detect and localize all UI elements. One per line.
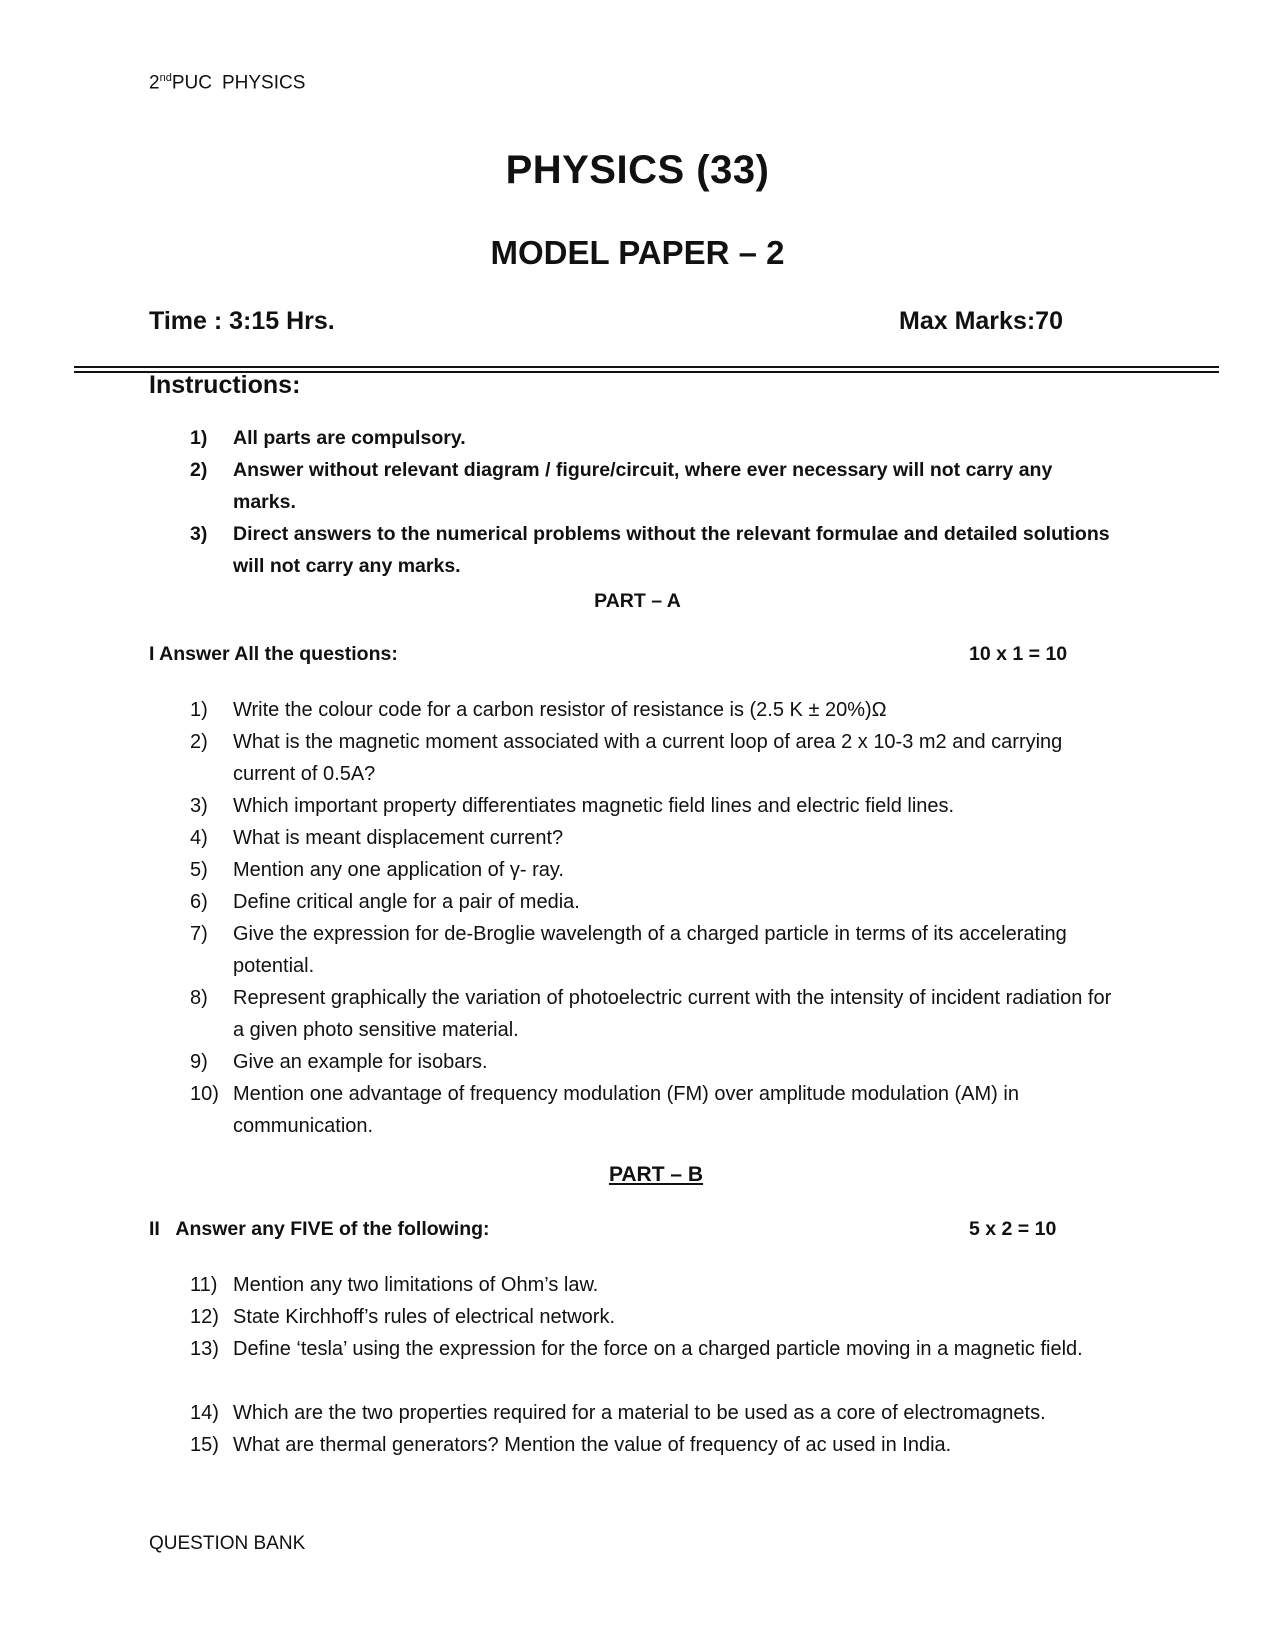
section-1-title: I Answer All the questions: xyxy=(149,643,398,665)
instruction-text: Direct answers to the numerical problems without the relevant formulae and detailed solutions will not carry any marks. xyxy=(233,523,1110,577)
question-text: State Kirchhoff’s rules of electrical network. xyxy=(233,1306,616,1328)
divider-rule-top xyxy=(74,366,1219,368)
question-text: Which important property differentiates magnetic field lines and electric field lines. xyxy=(233,795,955,817)
grade-prefix: 2 xyxy=(149,72,160,94)
question-number: 14) xyxy=(190,1402,219,1424)
page-header xyxy=(149,72,305,94)
question-text: Define ‘tesla’ using the expression for the force on a charged particle moving in a magnetic field. xyxy=(233,1338,1083,1360)
max-marks: Max Marks:70 xyxy=(899,307,1063,335)
grade-suffix: PUC xyxy=(171,72,212,94)
question-number: 12) xyxy=(190,1306,219,1328)
page-footer: QUESTION BANK xyxy=(149,1533,306,1554)
instructions-heading: Instructions: xyxy=(149,371,301,399)
paper-title: PHYSICS (33) xyxy=(505,148,770,192)
question-text: Define critical angle for a pair of media. xyxy=(233,891,580,913)
paper-subtitle: MODEL PAPER – 2 xyxy=(490,234,785,271)
instruction-number: 3) xyxy=(190,523,208,545)
question-text: Mention any one application of γ- ray. xyxy=(233,859,564,881)
section-1-marks: 10 x 1 = 10 xyxy=(969,643,1068,665)
question-text: What is the magnetic moment associated with a current loop of area 2 x 10-3 m2 and carrying current of 0.5A? xyxy=(233,731,1063,785)
question-number: 2) xyxy=(190,731,208,753)
instruction-text: Answer without relevant diagram / figure/circuit, where ever necessary will not carry any marks. xyxy=(233,459,1053,513)
question-number: 9) xyxy=(190,1051,208,1073)
question-text: Give the expression for de-Broglie wavelength of a charged particle in terms of its accelerating potential. xyxy=(233,923,1067,977)
question-number: 10) xyxy=(190,1083,219,1105)
question-number: 4) xyxy=(190,827,208,849)
question-text: Mention any two limitations of Ohm’s law. xyxy=(233,1274,599,1296)
question-text: Represent graphically the variation of photoelectric current with the intensity of incident radiation for a given photo sensitive material. xyxy=(233,987,1112,1041)
question-number: 6) xyxy=(190,891,208,913)
question-text: Write the colour code for a carbon resistor of resistance is (2.5 K ± 20%)Ω xyxy=(233,699,887,721)
question-number: 13) xyxy=(190,1338,219,1360)
instruction-number: 1) xyxy=(190,427,208,449)
section-2-marks: 5 x 2 = 10 xyxy=(969,1218,1057,1240)
header-subject: PHYSICS xyxy=(221,72,306,94)
question-number: 1) xyxy=(190,699,208,721)
question-text: What is meant displacement current? xyxy=(233,827,564,849)
question-number: 3) xyxy=(190,795,208,817)
part-a-label: PART – A xyxy=(594,590,681,612)
time-allowed: Time : 3:15 Hrs. xyxy=(149,307,335,335)
instruction-text: All parts are compulsory. xyxy=(233,427,466,449)
question-text: What are thermal generators? Mention the value of frequency of ac used in India. xyxy=(233,1434,952,1456)
question-number: 8) xyxy=(190,987,208,1009)
instruction-number: 2) xyxy=(190,459,208,481)
question-text: Which are the two properties required for a material to be used as a core of electromagnets. xyxy=(233,1402,1046,1424)
grade-superscript: nd xyxy=(159,72,172,84)
question-number: 7) xyxy=(190,923,208,945)
question-text: Mention one advantage of frequency modulation (FM) over amplitude modulation (AM) in communication. xyxy=(233,1083,1019,1137)
question-number: 5) xyxy=(190,859,208,881)
part-b-label: PART – B xyxy=(608,1163,704,1186)
question-number: 15) xyxy=(190,1434,219,1456)
question-number: 11) xyxy=(190,1274,218,1296)
question-text: Give an example for isobars. xyxy=(233,1051,488,1073)
section-2-title: II Answer any FIVE of the following: xyxy=(149,1218,490,1240)
